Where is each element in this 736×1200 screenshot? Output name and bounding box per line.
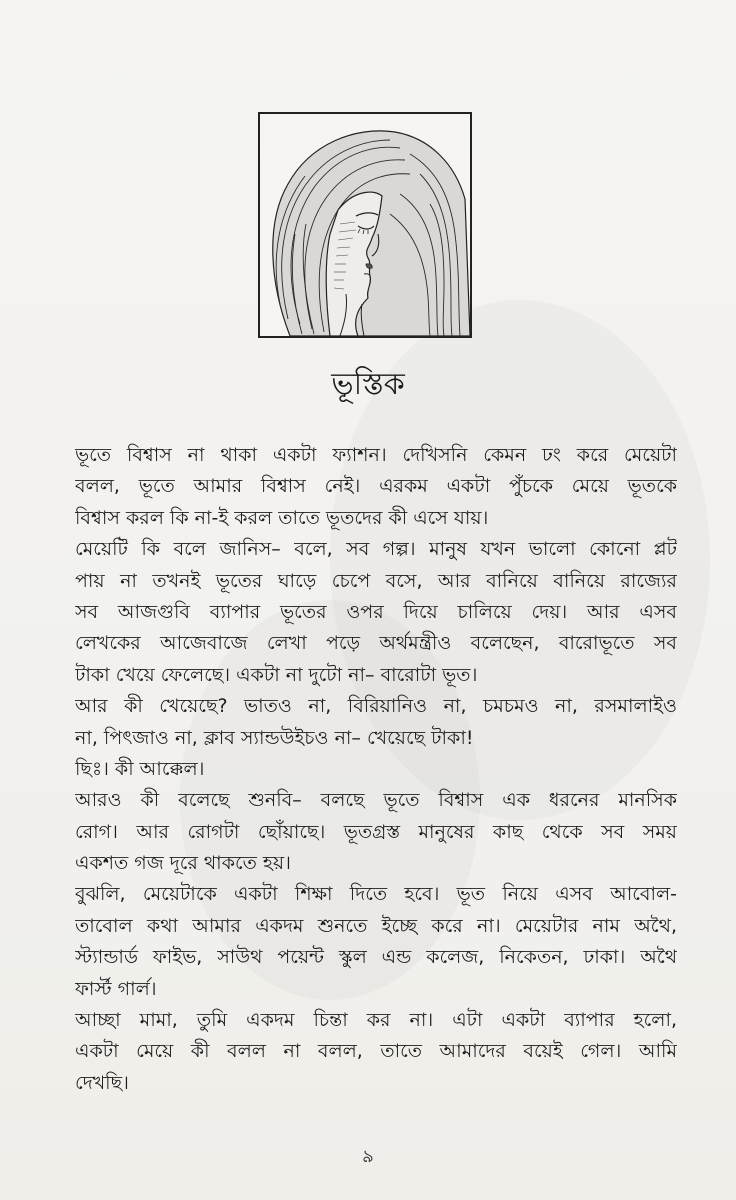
text-line: তাবোল কথা আমার একদম শুনতে ইচ্ছে করে না। মেয়েটার নাম অথৈ, [75,914,677,937]
chapter-title: ভূস্তিক [331,367,405,402]
text-line: বিশ্বাস করল কি না-ই করল তাতে ভূতদের কী এসে যায়। [75,506,489,529]
text-line: একশত গজ দূরে থাকতে হয়। [75,852,291,875]
text-line: আর কী খেয়েছে? ভাতও না, বিরিয়ানিও না, চমচমও না, রসমালাইও [75,695,677,718]
text-line: টাকা খেয়ে ফেলেছে। একটা না দুটো না– বারোটা ভূত। [75,663,478,686]
text-line: রোগ। আর রোগটা ছোঁয়াছে। ভূতগ্রস্ত মানুষের কাছ থেকে সব সময় [75,820,677,843]
text-line: না, পিৎজাও না, ক্লাব স্যান্ডউইচও না– খেয়েছে টাকা! [75,726,474,749]
text-line: লেখকের আজেবাজে লেখা পড়ে অর্থমন্ত্রীও বলেছেন, বারোভূতে সব [75,632,677,655]
text-line: একটা মেয়ে কী বলল না বলল, তাতে আমাদের বয়েই গেল। আমি [75,1040,677,1063]
text-line: দেখছি। [75,1071,129,1094]
text-line: আচ্ছা মামা, তুমি একদম চিন্তা কর না। এটা একটা ব্যাপার হলো, [75,1009,677,1032]
woman-profile-illustration [258,112,472,338]
page-number: ৯ [362,1146,374,1167]
text-line: ফার্স্ট গার্ল। [75,977,157,1000]
text-line: আরও কী বলেছে শুনবি– বলছে ভূতে বিশ্বাস এক ধরনের মানসিক [75,789,677,812]
text-line: সব আজগুবি ব্যাপার ভূতের ওপর দিয়ে চালিয়ে দেয়। আর এসব [75,600,677,623]
text-line: পায় না তখনই ভূতের ঘাড়ে চেপে বসে, আর বানিয়ে বানিয়ে রাজ্যের [75,569,677,592]
text-line: মেয়েটি কি বলে জানিস– বলে, সব গল্প। মানুষ যখন ভালো কোনো প্লট [75,538,677,561]
text-line: বলল, ভূতে আমার বিশ্বাস নেই। এরকম একটা পুঁচকে মেয়ে ভূতকে [75,475,677,498]
woman-profile-drawing [260,114,470,336]
text-line: স্ট্যান্ডার্ড ফাইভ, সাউথ পয়েন্ট স্কুল এন্ড কলেজ, নিকেতন, ঢাকা। অথৈ [75,946,677,969]
body-text [75,440,677,1099]
text-line: ভূতে বিশ্বাস না থাকা একটা ফ্যাশন। দেখিসনি কেমন ঢং করে মেয়েটা [75,444,677,466]
text-line: ছিঃ। কী আক্কেল। [75,757,205,780]
text-line: বুঝলি, মেয়েটাকে একটা শিক্ষা দিতে হবে। ভূত নিয়ে এসব আবোল- [75,883,677,906]
